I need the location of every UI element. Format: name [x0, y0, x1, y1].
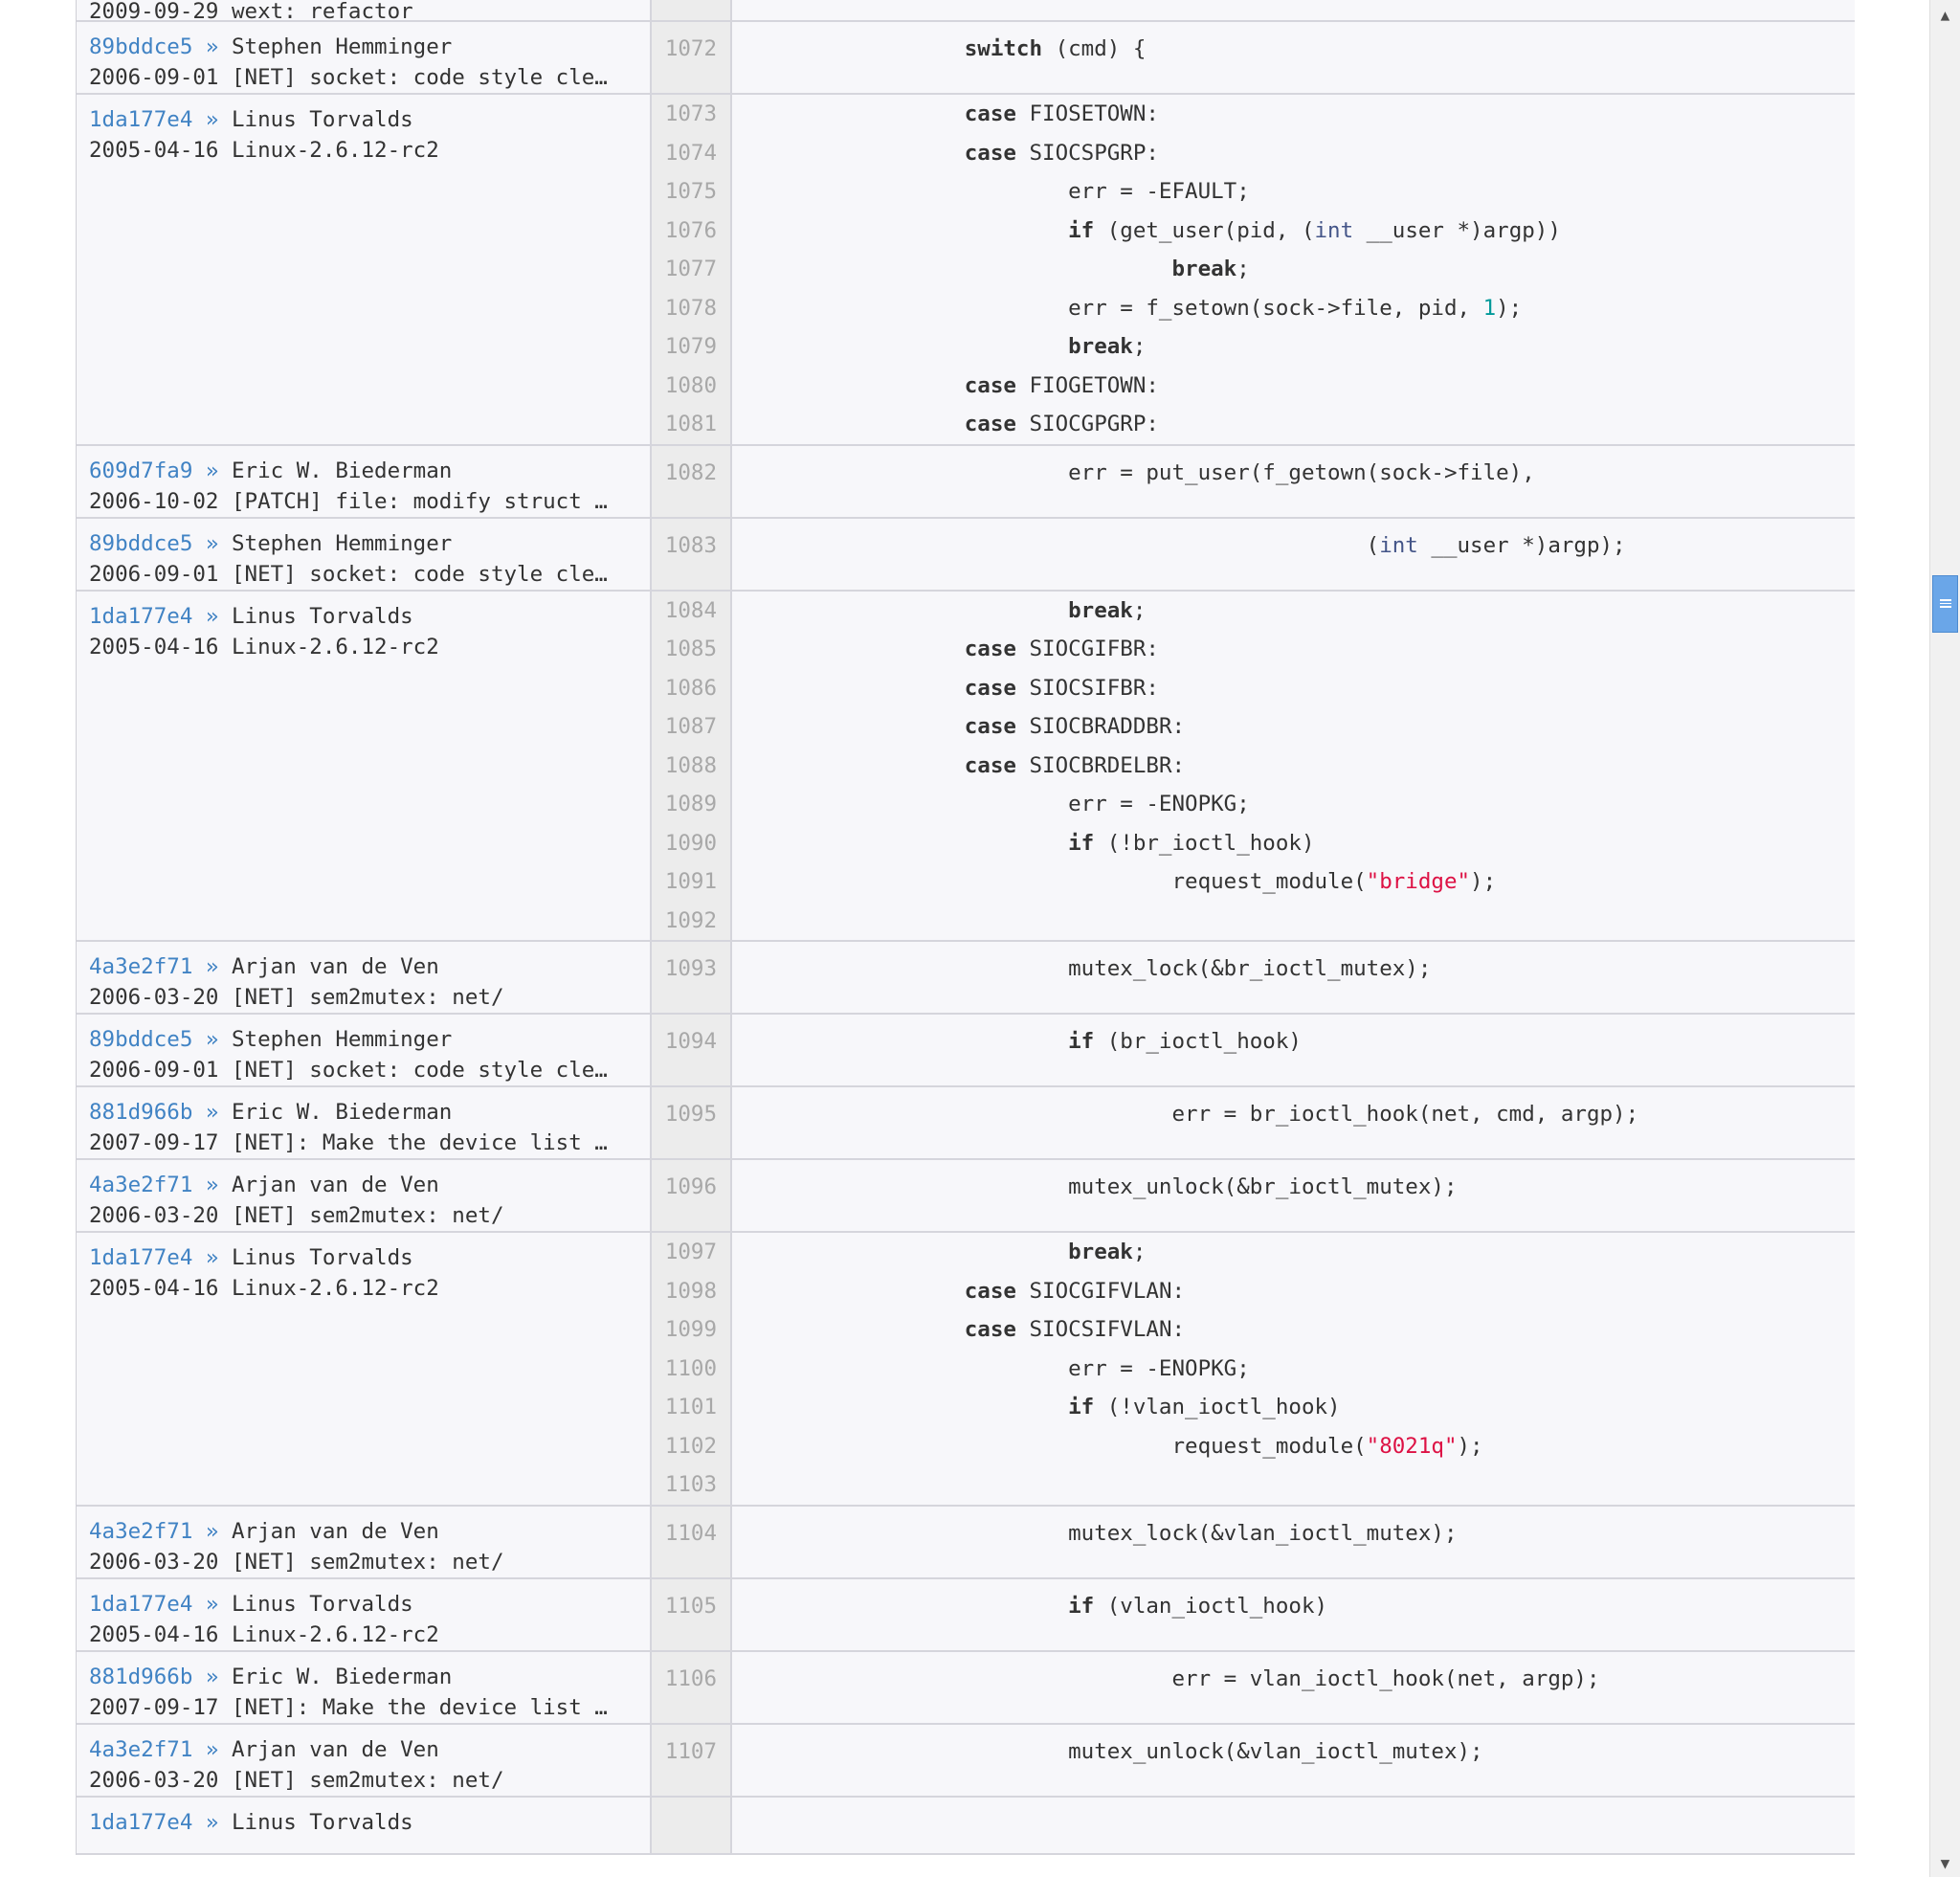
commit-date: 2005-04-16: [89, 1621, 219, 1647]
line-number-gutter: [652, 1579, 732, 1650]
line-number[interactable]: 1107: [664, 1738, 717, 1764]
commit-message[interactable]: [NET] sem2mutex: net/: [232, 985, 504, 1010]
line-number-gutter: [652, 95, 732, 444]
line-number[interactable]: 1079: [664, 334, 717, 359]
commit-separator-icon: »: [192, 1173, 233, 1197]
code-lines: [732, 1798, 1855, 1853]
line-number-gutter: [652, 1725, 732, 1796]
commit-date: 2007-09-17: [89, 1130, 219, 1155]
code-lines: [732, 446, 1855, 517]
commit-separator-icon: »: [192, 107, 233, 132]
code-lines: [732, 95, 1855, 444]
commit-separator-icon: »: [192, 458, 233, 483]
line-number-gutter: [652, 1160, 732, 1231]
commit-author: Linus Torvalds: [232, 1809, 413, 1835]
code-lines: [732, 0, 1855, 20]
line-number-gutter: [652, 1233, 732, 1505]
line-number[interactable]: 1086: [664, 675, 717, 701]
commit-message[interactable]: [PATCH] file: modify struct …: [232, 488, 608, 514]
commit-hash-link[interactable]: 89bddce5: [89, 1027, 193, 1052]
blame-block: [77, 942, 1855, 1015]
commit-hash-link[interactable]: 1da177e4: [89, 1591, 193, 1617]
line-number[interactable]: 1077: [664, 257, 717, 281]
code-line: mutex_lock(&vlan_ioctl_mutex);: [757, 1520, 1458, 1546]
commit-info: [77, 1652, 652, 1723]
commit-hash-link[interactable]: 4a3e2f71: [89, 1518, 193, 1544]
blame-block: [77, 446, 1855, 519]
commit-separator-icon: »: [192, 1664, 233, 1689]
commit-info: [77, 22, 652, 93]
commit-message[interactable]: Linux-2.6.12-rc2: [232, 634, 439, 659]
line-number-gutter: [652, 519, 732, 590]
commit-date: 2005-04-16: [89, 1276, 219, 1301]
code-line: break;: [1171, 257, 1250, 281]
commit-separator-icon: »: [192, 1027, 233, 1052]
scroll-down-arrow-icon[interactable]: ▼: [1932, 1848, 1958, 1877]
commit-message[interactable]: [NET] sem2mutex: net/: [232, 1549, 504, 1575]
line-number[interactable]: 1078: [664, 295, 717, 321]
code-line: if (!br_ioctl_hook): [1068, 830, 1315, 856]
code-line: case FIOSETOWN:: [964, 101, 1159, 126]
commit-hash-link[interactable]: 89bddce5: [89, 34, 193, 59]
code-line: case SIOCGPGRP:: [964, 412, 1159, 436]
code-line: case SIOCSPGRP:: [964, 140, 1159, 166]
line-number[interactable]: 1093: [664, 956, 717, 981]
commit-info: [77, 592, 652, 941]
code-lines: [732, 1160, 1855, 1231]
code-lines: [732, 1087, 1855, 1158]
line-number[interactable]: 1084: [664, 597, 717, 623]
vertical-scrollbar[interactable]: [1929, 0, 1960, 1877]
line-number[interactable]: 1104: [664, 1520, 717, 1546]
line-number-gutter: [652, 0, 732, 20]
line-number-gutter: [652, 22, 732, 93]
line-number[interactable]: [652, 1798, 717, 1853]
code-line: err = -ENOPKG;: [757, 1355, 1250, 1381]
line-number[interactable]: 1100: [664, 1355, 717, 1381]
commit-info: [77, 519, 652, 590]
code-line: [757, 1465, 1855, 1505]
code-lines: [732, 592, 1855, 941]
commit-message[interactable]: Linux-2.6.12-rc2: [232, 138, 439, 163]
line-number[interactable]: 1101: [664, 1395, 717, 1419]
code-line: case SIOCBRDELBR:: [964, 752, 1186, 778]
commit-message[interactable]: [NET] sem2mutex: net/: [232, 1767, 504, 1793]
commit-date: 2007-09-17: [89, 1694, 219, 1720]
commit-author: Eric W. Biederman: [232, 1100, 453, 1125]
commit-author: Linus Torvalds: [232, 603, 413, 629]
commit-info: [77, 95, 652, 444]
blame-block: [77, 0, 1855, 22]
commit-date: 2005-04-16: [89, 634, 219, 659]
commit-author: Arjan van de Ven: [232, 954, 439, 979]
line-number[interactable]: 1083: [664, 532, 717, 558]
commit-info: [77, 1579, 652, 1650]
commit-author: Stephen Hemminger: [232, 1027, 453, 1052]
blame-block: [77, 1233, 1855, 1507]
commit-message[interactable]: [NET]: Make the device list …: [232, 1694, 608, 1720]
blame-block: [77, 592, 1855, 943]
commit-hash-link[interactable]: 609d7fa9: [89, 458, 193, 483]
code-line: err = vlan_ioctl_hook(net, argp);: [757, 1665, 1600, 1691]
line-number[interactable]: 1087: [664, 714, 717, 739]
commit-date: 2009-09-29: [89, 0, 219, 20]
blame-block: [77, 1725, 1855, 1798]
commit-author: Eric W. Biederman: [232, 458, 453, 483]
commit-hash-link[interactable]: 1da177e4: [89, 107, 193, 132]
blame-block: [77, 1652, 1855, 1725]
code-line: case FIOGETOWN:: [964, 372, 1159, 398]
line-number-gutter: [652, 446, 732, 517]
commit-message[interactable]: [NET] sem2mutex: net/: [232, 1203, 504, 1228]
line-number[interactable]: 1085: [664, 637, 717, 661]
commit-author: Arjan van de Ven: [232, 1173, 439, 1197]
commit-author: Stephen Hemminger: [232, 34, 453, 59]
code-lines: [732, 1233, 1855, 1505]
blame-block: [77, 519, 1855, 592]
line-number-gutter: [652, 942, 732, 1013]
blame-block: [77, 1579, 1855, 1652]
line-number[interactable]: 1074: [664, 140, 717, 166]
code-line: switch (cmd) {: [964, 36, 1147, 61]
code-line: [757, 1798, 1855, 1853]
code-lines: [732, 1015, 1855, 1085]
commit-date: 2006-03-20: [89, 1203, 219, 1228]
commit-author: Arjan van de Ven: [232, 1518, 439, 1544]
code-lines: [732, 1507, 1855, 1577]
commit-date: 2006-03-20: [89, 1549, 219, 1575]
code-line: if (vlan_ioctl_hook): [1068, 1593, 1328, 1619]
commit-separator-icon: »: [192, 603, 233, 629]
line-number[interactable]: [652, 0, 717, 22]
commit-date: 2005-04-16: [89, 138, 219, 163]
blame-block: [77, 1087, 1855, 1160]
line-number[interactable]: 1090: [664, 830, 717, 856]
commit-info: [77, 1798, 652, 1853]
line-number[interactable]: 1082: [664, 459, 717, 485]
code-line: [757, 0, 1855, 22]
commit-separator-icon: »: [192, 1245, 233, 1270]
commit-separator-icon: »: [192, 1100, 233, 1125]
commit-separator-icon: »: [192, 1809, 233, 1835]
blame-block: [77, 1798, 1855, 1855]
code-line: if (get_user(pid, (int __user *)argp)): [1068, 217, 1561, 243]
line-number-gutter: [652, 1087, 732, 1158]
blame-block: [77, 1015, 1855, 1087]
commit-hash-link[interactable]: 4a3e2f71: [89, 1173, 193, 1197]
commit-info: [77, 1015, 652, 1085]
line-number[interactable]: 1098: [664, 1278, 717, 1304]
code-line: case SIOCGIFVLAN:: [964, 1278, 1186, 1304]
code-lines: [732, 1725, 1855, 1796]
commit-separator-icon: »: [192, 1518, 233, 1544]
code-line: request_module("8021q");: [757, 1433, 1483, 1459]
code-line: case SIOCSIFVLAN:: [964, 1317, 1186, 1342]
line-number[interactable]: 1094: [664, 1029, 717, 1054]
code-line: err = -EFAULT;: [757, 179, 1250, 204]
code-line: if (!vlan_ioctl_hook): [1068, 1395, 1341, 1419]
code-line: err = br_ioctl_hook(net, cmd, argp);: [757, 1102, 1639, 1127]
line-number[interactable]: 1096: [664, 1174, 717, 1199]
commit-separator-icon: »: [192, 1736, 233, 1762]
line-number[interactable]: 1073: [664, 101, 717, 126]
commit-message[interactable]: [NET] socket: code style cle…: [232, 561, 608, 587]
commit-author: Arjan van de Ven: [232, 1736, 439, 1762]
commit-info: [77, 446, 652, 517]
code-lines: [732, 22, 1855, 93]
code-lines: [732, 1579, 1855, 1650]
code-line: (int __user *)argp);: [757, 532, 1626, 558]
commit-date: 2006-09-01: [89, 1058, 219, 1083]
line-number[interactable]: 1076: [664, 217, 717, 243]
code-line: err = f_setown(sock->file, pid, 1);: [757, 295, 1523, 321]
commit-info: [77, 1725, 652, 1796]
line-number[interactable]: 1081: [664, 412, 717, 436]
blame-view: [76, 0, 1855, 1855]
code-line: case SIOCSIFBR:: [964, 675, 1159, 701]
commit-author: Eric W. Biederman: [232, 1664, 453, 1689]
commit-hash-link[interactable]: 89bddce5: [89, 530, 193, 556]
commit-separator-icon: »: [192, 34, 233, 59]
commit-hash-link[interactable]: 1da177e4: [89, 603, 193, 629]
commit-separator-icon: »: [192, 530, 233, 556]
code-line: break;: [1068, 1240, 1147, 1264]
commit-hash-link[interactable]: 881d966b: [89, 1664, 193, 1689]
grip-icon: [1940, 599, 1951, 608]
line-number[interactable]: 1097: [664, 1240, 717, 1264]
line-number[interactable]: 1089: [664, 792, 717, 816]
line-number[interactable]: 1088: [664, 752, 717, 778]
line-number[interactable]: 1095: [664, 1102, 717, 1127]
line-number[interactable]: 1105: [664, 1593, 717, 1619]
code-line: [757, 902, 1855, 941]
code-line: mutex_unlock(&br_ioctl_mutex);: [757, 1174, 1458, 1199]
code-lines: [732, 1652, 1855, 1723]
line-number[interactable]: 1099: [664, 1317, 717, 1342]
commit-info: [77, 1087, 652, 1158]
line-number-gutter: [652, 1507, 732, 1577]
commit-hash-link[interactable]: 881d966b: [89, 1100, 193, 1125]
code-line: if (br_ioctl_hook): [1068, 1029, 1302, 1054]
commit-message[interactable]: Linux-2.6.12-rc2: [232, 1276, 439, 1301]
commit-message[interactable]: wext: refactor: [232, 0, 413, 20]
code-line: mutex_unlock(&vlan_ioctl_mutex);: [757, 1738, 1483, 1764]
line-number[interactable]: 1075: [664, 179, 717, 204]
line-number-gutter: [652, 1015, 732, 1085]
commit-info: [77, 0, 652, 20]
commit-date: 2006-03-20: [89, 985, 219, 1010]
commit-message[interactable]: [NET]: Make the device list …: [232, 1130, 608, 1155]
blame-block: [77, 1507, 1855, 1579]
scroll-up-arrow-icon[interactable]: ▲: [1932, 0, 1958, 29]
line-number-gutter: [652, 592, 732, 941]
code-line: case SIOCGIFBR:: [964, 637, 1159, 661]
blame-block: [77, 95, 1855, 446]
line-number[interactable]: 1092: [664, 907, 717, 933]
commit-hash-link[interactable]: 1da177e4: [89, 1245, 193, 1270]
code-line: err = -ENOPKG;: [757, 792, 1250, 816]
code-line: request_module("bridge");: [757, 869, 1497, 894]
line-number-gutter: [652, 1798, 732, 1853]
commit-author: Linus Torvalds: [232, 1591, 413, 1617]
commit-message[interactable]: [NET] socket: code style cle…: [232, 1058, 608, 1083]
commit-author: Linus Torvalds: [232, 1245, 413, 1270]
commit-info: [77, 1160, 652, 1231]
commit-author: Stephen Hemminger: [232, 530, 453, 556]
code-line: break;: [1068, 597, 1147, 623]
line-number[interactable]: 1072: [664, 36, 717, 61]
blame-block: [77, 1160, 1855, 1233]
commit-date: 2006-10-02: [89, 488, 219, 514]
commit-info: [77, 1233, 652, 1505]
line-number-gutter: [652, 1652, 732, 1723]
line-number[interactable]: 1102: [664, 1433, 717, 1459]
line-number[interactable]: 1103: [664, 1472, 717, 1497]
line-number[interactable]: 1106: [664, 1665, 717, 1691]
line-number[interactable]: 1091: [664, 869, 717, 894]
commit-date: 2006-09-01: [89, 561, 219, 587]
commit-message[interactable]: [NET] socket: code style cle…: [232, 65, 608, 90]
code-line: break;: [1068, 334, 1147, 359]
commit-separator-icon: »: [192, 954, 233, 979]
line-number[interactable]: 1080: [664, 372, 717, 398]
commit-date: 2006-03-20: [89, 1767, 219, 1793]
code-line: case SIOCBRADDBR:: [964, 714, 1186, 739]
blame-block: [77, 22, 1855, 95]
commit-hash-link[interactable]: 4a3e2f71: [89, 954, 193, 979]
code-line: mutex_lock(&br_ioctl_mutex);: [757, 956, 1432, 981]
commit-hash-link[interactable]: 4a3e2f71: [89, 1736, 193, 1762]
commit-separator-icon: »: [192, 1591, 233, 1617]
commit-author: Linus Torvalds: [232, 107, 413, 132]
commit-info: [77, 1507, 652, 1577]
scroll-thumb[interactable]: [1932, 575, 1958, 633]
commit-info: [77, 942, 652, 1013]
code-line: err = put_user(f_getown(sock->file),: [757, 459, 1535, 485]
code-lines: [732, 519, 1855, 590]
commit-message[interactable]: Linux-2.6.12-rc2: [232, 1621, 439, 1647]
commit-date: 2006-09-01: [89, 65, 219, 90]
commit-hash-link[interactable]: 1da177e4: [89, 1809, 193, 1835]
code-lines: [732, 942, 1855, 1013]
